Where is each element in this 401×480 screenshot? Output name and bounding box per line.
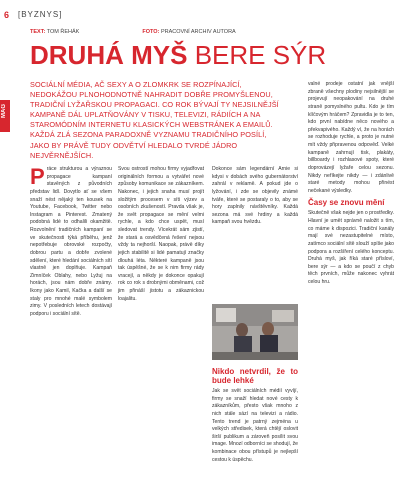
text-author: TOM ŘEHÁK	[46, 29, 80, 35]
headline-part1: DRUHÁ MYŠ	[30, 40, 188, 70]
text-column-3	[212, 166, 298, 227]
text-column-4	[308, 81, 394, 287]
article-lead: SOCIÁLNÍ MÉDIA, AČ SEXY A O ZLOMKRK SE ROZPÍNAJÍCÍ, NEDOKÁŽOU PLNOHODNOTNĚ NAHRADIT DOBŘE PROMYŠLENOU, TRADIČNÍ LYŽAŘSKOU PROPAGACI. CO ROK BÝVAJÍ TY NEJSILNĚJŠÍ KAMPANĚ DÁL UPLATŇOVÁNY V TISKU, TELEVIZI, RÁDIÍCH A NA STAROMÓDNÍM INTERNETU KLASICKÝCH WEBSTRÁNEK A EMAILŮ. KAŽDÁ ZLÁ SEZONA PARADOXNĚ VYZNAMU TRADIČNÍHO POSÍLÍ, JAKO BY PRÁVĚ TUDY ODVĚTVÍ HLEDALO TVRDÉ JÁDRO NEJVĚRNĚJŠÍCH.	[30, 80, 279, 160]
text-column-3-lower	[212, 364, 298, 464]
drop-cap: P	[30, 164, 45, 189]
side-tab-label: MAG	[1, 104, 7, 118]
section-label: [BYZNYS]	[18, 10, 63, 19]
column-2-body: Svou ostrostí mohou firmy vyjadřovat originálních formou a vytvářet nové způsoby komunikace se zákazníkem. Nakonec, i jejich snaha musí projít složitým procesem v síti výzev a osobních zkušeností. Pravda však je, že svět propagace se mění velmi rychle, a kdo chce uspět, musí sledovat trendy. Vícekrát sám zjistí, že stará a osvědčená řešení nejsou vždy ta nejhorší. Naopak, právě díky jejich stabilitě si lidé pamatují značky dlouhá léta. Některé kampaně jsou tak úspěšné, že se k nim firmy rády vracejí, a někdy je dokonce opakují rok co rok s drobnými obměnami, což jim přináší jistotu a zákaznickou loajalitu.	[118, 166, 204, 302]
column-3-subheading: Nikdo netvrdil, že to bude lehké	[212, 367, 298, 385]
headline-part2: BERE SÝR	[194, 40, 327, 70]
article-headline	[30, 40, 370, 70]
header-bar	[0, 0, 401, 26]
text-column-1	[30, 166, 112, 319]
column-1-body: ráce strukturou a výraznou propagace kampaní stavěných z původních představ lidí. Dovytlo ať se všem snaží nést nějaký ten kousek na Youtube, Facebook, Twitter nebo Instagram a Pinterest. Zmatený podobná lidé to odhalili okamžitě. Rozvolnění tradičních kampaní se ve skutečnosti týká příběhu, jenž nepotřebuje obrovské rozpočty, dobrou partu a dobře zvolené sdělení, které hledání sociálních sítí vlastně jen doplňuje. Kampaň Zimníček Oblahy, nebo Lyžuj na horách, jsou nám dobře známy. Ikony jako Kamil, Kačka a další se staly pro mnohé malé symbolem zimy. V posledních letech dostávají podporu i sociální sítě.	[30, 166, 112, 317]
column-4-body: valné prodeje ostatní jak vnější zbraně všechny plodiny nejsilnější se projevují neopakování na druhé straně pomyslného pultu. Kdo je tím klíčovým hráčem? Zpravidla je to ten, kdo první nabídne něco nového a překvapivého. Každý ví, že na horách se rozhoduje rychle, a proto je nutné mít vždy připravenou odpověď. Velké kampaně zahrnují tisk, plakáty, billboardy i rozhlasové spoty, které doprovázejí lyžaře celou sezonu. Nikdy neříkejte nikdy — i zdánlivě staré metody mohou přinést nečekané výsledky.	[308, 81, 394, 194]
photo-illustration	[212, 304, 298, 360]
magazine-side-tab	[0, 100, 10, 132]
text-column-2	[118, 166, 204, 303]
photo-credit-label: FOTO:	[142, 29, 160, 35]
column-3-body-2: Jak se svět sociálních médií vyvíjí, firmy se snaží hledat nové cesty k zákazníkům, přesto však mnoho z nich stále sází na televizi a rádio. Tento trend je patrný zejména u velkých středisek, která chtějí oslovit širší publikum a zároveň posílit svou image. Mnozí odborníci se shodují, že kombinace obou přístupů je nejlepší cestou k úspěchu.	[212, 388, 298, 463]
article-photo	[212, 304, 298, 360]
credits-line	[30, 29, 236, 35]
column-4-subheading: Časy se znovu mění	[308, 198, 385, 208]
text-credit-label: TEXT:	[30, 29, 46, 35]
page-number: 6	[4, 10, 10, 20]
photo-credit: PRACOVNÍ ARCHIV AUTORA	[160, 29, 236, 35]
column-3-body: Dokonce sám legendární Arnie si kdysi v dobách svého gubernátorství zahrál v reklamě. A pokud jde o lyžování, i zde se objevily známé tváře, které se postaraly o to, aby se hory zaplnily návštěvníky. Každá sezona má své hrdiny a každá kampaň svou hvězdu.	[212, 166, 298, 226]
column-4-body-2: Skutečně však nejde jen o prostředky. Hlavní je umět správně naložit s tím, co máme k dispozici. Tradiční kanály mají své nezastupitelné místo, zatímco sociální sítě slouží spíše jako podpora a rozšíření celého konceptu. Druhá myš, jak říká staré přísloví, bere sýr — a kdo se poučí z chyb těch prvních, může nakonec vyhrát celou hru.	[308, 210, 394, 285]
